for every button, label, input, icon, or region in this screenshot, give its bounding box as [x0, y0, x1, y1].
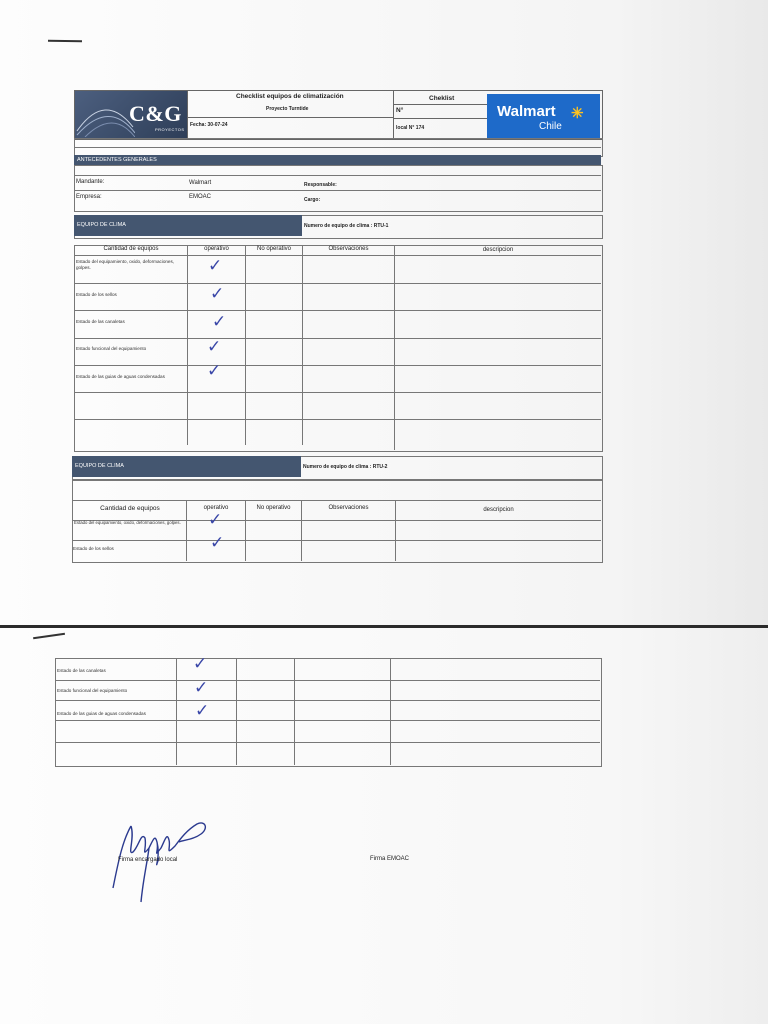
equipo1-row-label: Estado de las guias de aguas condensadas — [76, 374, 165, 379]
equipo1-row-label: Estado del equipamiento, oxido, deformaciones, golpes. — [76, 259, 175, 270]
equipo1-number: Numero de equipo de clima : RTU-1 — [304, 223, 389, 229]
firma-encargado-label: Firma encargado local — [118, 857, 178, 863]
empresa-value: EMOAC — [189, 194, 212, 200]
equipo1-col-no-operativo: No operativo — [256, 246, 292, 252]
cg-logo-text: C&G — [129, 101, 182, 126]
check-mark-icon: ✓ — [210, 284, 225, 304]
check-mark-icon: ✓ — [212, 312, 227, 332]
walmart-spark-icon: ✳ — [571, 105, 584, 122]
mandante-label: Mandante: — [76, 179, 105, 185]
equipo1-col-cantidad: Cantidad de equipos — [103, 246, 159, 252]
equipo2-row-label: Estado del equipamiento, oxido, deformaciones, golpes. — [74, 520, 181, 525]
equipo1-row-label: Estado de los sellos — [76, 292, 117, 297]
checklist-label: Cheklist — [429, 95, 455, 102]
pen-mark — [33, 633, 65, 639]
equipo2-row-label: Estado de las guias de aguas condensadas — [57, 711, 146, 716]
check-mark-icon: ✓ — [210, 533, 225, 553]
equipo1-col-operativo: operativo — [204, 246, 229, 252]
equipo1-row-label: Estado de las canaletas — [76, 319, 125, 324]
section-equipo1-title: EQUIPO DE CLIMA — [74, 215, 302, 236]
date-field: Fecha: 30-07-24 — [190, 122, 228, 128]
check-mark-icon: ✓ — [194, 678, 209, 698]
responsable-label: Responsable: — [304, 182, 337, 188]
pen-mark — [48, 40, 82, 42]
equipo1-col-descripcion: descripcion — [482, 247, 514, 253]
document-subtitle: Proyecto Turntide — [266, 106, 309, 112]
cg-logo-subtext: PROYECTOS — [155, 127, 185, 132]
equipo2-col-descripcion: descripcion — [483, 507, 514, 513]
check-mark-icon: ✓ — [208, 510, 223, 530]
number-label: N° — [396, 107, 404, 114]
equipo2-number: Numero de equipo de clima : RTU-2 — [303, 464, 388, 470]
check-mark-icon: ✓ — [208, 256, 223, 276]
equipo2-col-no-operativo: No operativo — [256, 505, 291, 511]
walmart-logo-subtext: Chile — [539, 121, 562, 132]
cg-logo-swoosh-icon — [75, 91, 135, 137]
empresa-label: Empresa: — [76, 194, 102, 200]
equipo2-col-cantidad: Cantidad de equipos — [100, 505, 160, 512]
equipo2-col-observaciones: Observaciones — [328, 505, 369, 511]
equipo2-col-operativo: operativo — [203, 505, 229, 511]
signature-encargado-icon — [105, 818, 215, 908]
document-title: Checklist equipos de climatización — [236, 93, 344, 100]
page-2 — [0, 628, 768, 1024]
check-mark-icon: ✓ — [207, 361, 222, 381]
mandante-value: Walmart — [189, 180, 212, 186]
section-antecedentes-title: ANTECEDENTES GENERALES — [74, 155, 601, 165]
check-mark-icon: ✓ — [207, 337, 222, 357]
cg-logo — [75, 91, 187, 138]
walmart-logo — [487, 94, 600, 138]
check-mark-icon: ✓ — [195, 701, 210, 721]
walmart-logo-text: Walmart — [497, 103, 556, 120]
equipo1-col-observaciones: Observaciones — [328, 246, 369, 252]
cargo-label: Cargo: — [304, 197, 321, 203]
firma-emoac-label: Firma EMOAC — [370, 856, 409, 862]
local-number: local N° 174 — [396, 125, 425, 131]
antecedentes-box — [74, 165, 603, 212]
equipo2-row-label: Estado de los sellos — [73, 546, 114, 551]
equipo2-row-label: Estado de las canaletas — [57, 668, 106, 673]
equipo2-row-label: Estado funcional del equipamiento — [57, 688, 128, 693]
section-equipo2-title: EQUIPO DE CLIMA — [72, 456, 301, 477]
equipo1-row-label: Estado funcional del equipamiento — [76, 346, 147, 351]
check-mark-icon: ✓ — [193, 654, 208, 674]
